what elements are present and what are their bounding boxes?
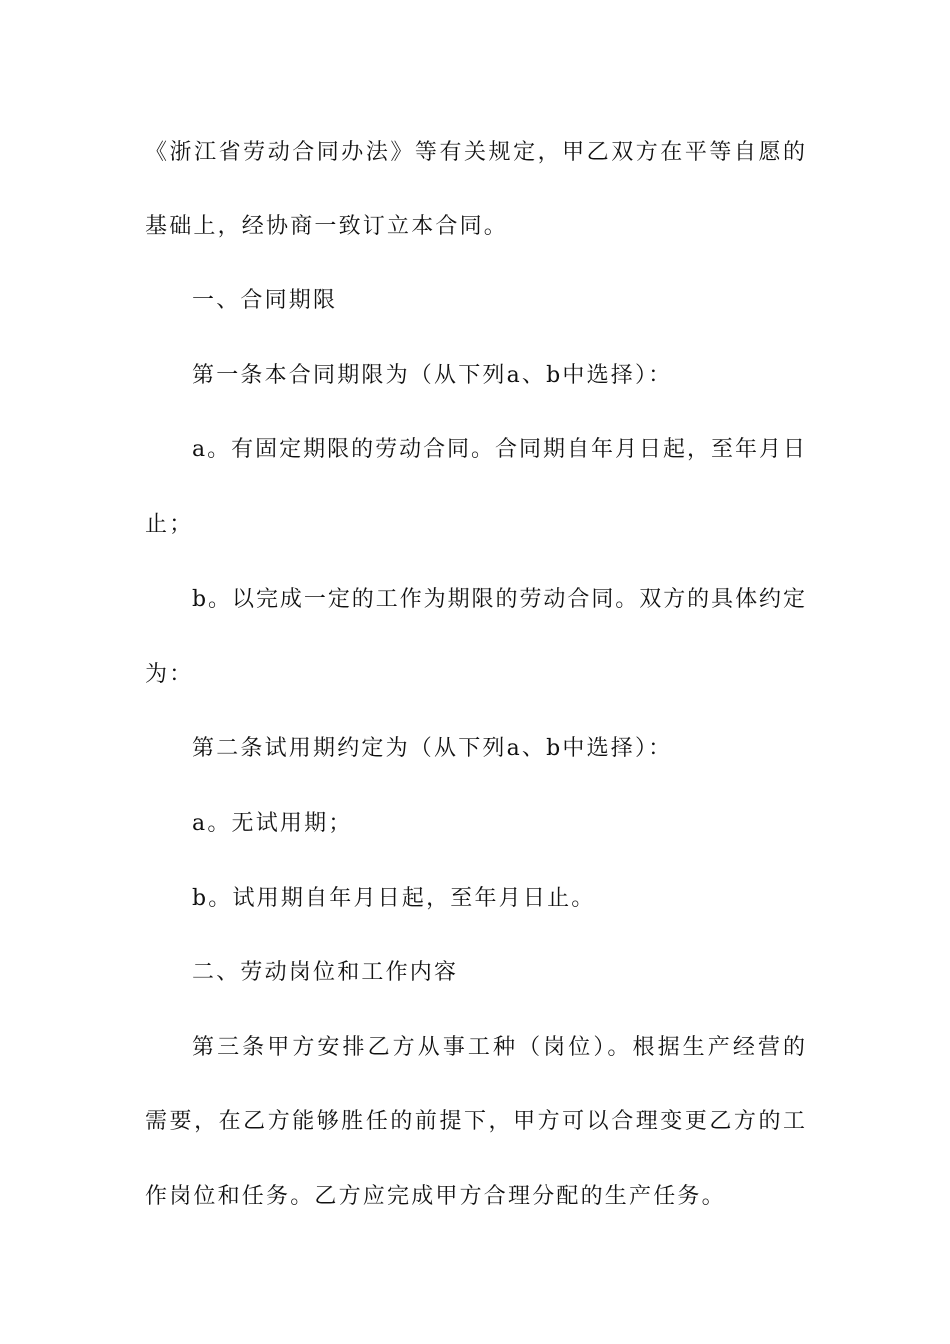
text-line-1: 《浙江省劳动合同办法》等有关规定，甲乙双方在平等自愿的 bbox=[145, 140, 805, 165]
article-1: 第一条本合同期限为（从下列a、b中选择）： bbox=[192, 363, 673, 388]
section-heading-contract-term: 一、合同期限 bbox=[192, 288, 338, 313]
section-heading-job-position: 二、劳动岗位和工作内容 bbox=[192, 960, 459, 985]
article-2: 第二条试用期约定为（从下列a、b中选择）： bbox=[192, 736, 673, 761]
article-2-option-a: a。无试用期； bbox=[192, 811, 353, 836]
text-line-2: 基础上，经协商一致订立本合同。 bbox=[145, 214, 509, 239]
article-2-option-b: b。试用期自年月日起，至年月日止。 bbox=[192, 886, 596, 911]
text-line-14: 需要，在乙方能够胜任的前提下，甲方可以合理变更乙方的工 bbox=[145, 1109, 805, 1134]
text-line-15: 作岗位和任务。乙方应完成甲方合理分配的生产任务。 bbox=[145, 1184, 726, 1209]
text-line-8: 为： bbox=[145, 662, 194, 687]
article-1-option-a: a。有固定期限的劳动合同。合同期自年月日起，至年月日 bbox=[192, 437, 805, 462]
article-3: 第三条甲方安排乙方从事工种（岗位）。根据生产经营的 bbox=[192, 1035, 805, 1060]
text-line-6: 止； bbox=[145, 512, 194, 537]
article-1-option-b: b。以完成一定的工作为期限的劳动合同。双方的具体约定 bbox=[192, 587, 805, 612]
